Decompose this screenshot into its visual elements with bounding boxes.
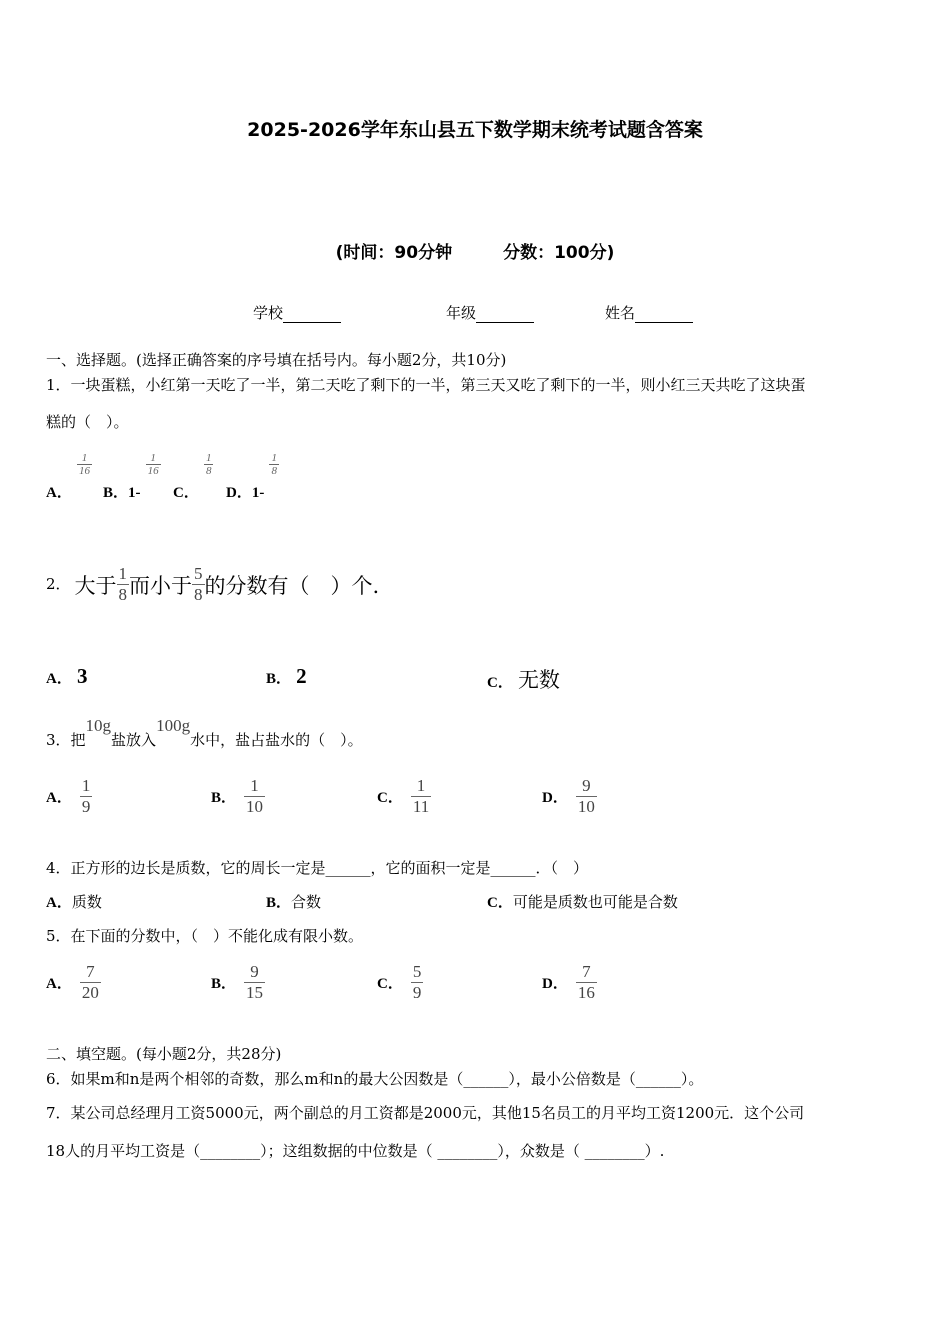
q7-text-line2: 18人的月平均工资是（________）；这组数据的中位数是（ ________），众数是（ ________）.	[46, 1142, 665, 1160]
q3-option-c[interactable]	[377, 776, 431, 817]
option-label: D．	[542, 790, 568, 806]
option-label: B．	[211, 790, 237, 806]
grade-blank[interactable]	[476, 304, 534, 323]
q3-text-c: 水中，盐占盐水的（ ）。	[190, 731, 363, 749]
q5-option-d[interactable]	[542, 962, 597, 1003]
fraction: $\frac{1}{16}$	[78, 452, 90, 477]
q3-text-a: 3．把	[46, 731, 86, 749]
q3-value-water: 100g	[156, 716, 191, 735]
name-field[interactable]	[605, 302, 693, 323]
q4-option-c[interactable]	[487, 895, 678, 911]
option-label: B．	[266, 671, 292, 687]
q6-text: 6．如果m和n是两个相邻的奇数，那么m和n的最大公因数是（______），最小公倍数是（______）。	[46, 1070, 704, 1088]
school-field[interactable]	[253, 302, 341, 323]
option-label: C．	[173, 485, 199, 501]
fraction: $\frac{5}{8}$	[194, 564, 203, 604]
fraction: $\frac{5}{9}$	[412, 962, 422, 1002]
fraction: $\frac{1}{16}$	[147, 452, 159, 477]
fraction: $\frac{9}{15}$	[246, 962, 264, 1002]
option-text: 3	[76, 664, 88, 688]
option-label: A．	[46, 895, 72, 911]
option-label: B．	[103, 485, 129, 501]
option-text: 无数	[517, 668, 560, 692]
option-label: B．	[211, 976, 237, 992]
q1-option-a[interactable]	[46, 452, 92, 501]
option-label: A．	[46, 790, 72, 806]
school-label: 学校	[253, 304, 284, 322]
q5-option-a[interactable]	[46, 962, 101, 1003]
q2-number: 2．	[46, 575, 71, 593]
fraction: $\frac{1}{8}$	[118, 564, 128, 604]
option-label: C．	[487, 675, 513, 691]
grade-field[interactable]	[446, 302, 534, 323]
q1-text-line1: 1．一块蛋糕，小红第一天吃了一半，第二天吃了剩下的一半，第三天又吃了剩下的一半，则小红三天共吃了这块蛋	[46, 376, 806, 394]
option-prefix: 1-	[128, 485, 141, 501]
q7-text-line1: 7．某公司总经理月工资5000元，两个副总的月工资都是2000元，其他15名员工的月平均工资1200元．这个公司	[46, 1104, 805, 1122]
option-label: B．	[266, 895, 292, 911]
q3-text-b: 盐放入	[111, 731, 157, 749]
q5-option-c[interactable]	[377, 962, 423, 1003]
q1-option-d[interactable]	[226, 452, 279, 501]
q1-text-line2: 糕的（ ）。	[46, 413, 129, 431]
q5-text: 5．在下面的分数中，（ ）不能化成有限小数。	[46, 927, 364, 945]
grade-label: 年级	[446, 304, 477, 322]
fraction: $\frac{1}{8}$	[271, 452, 277, 477]
q1-option-c[interactable]	[173, 452, 213, 501]
option-label: C．	[377, 790, 403, 806]
option-label: A．	[46, 485, 72, 501]
q1-option-b[interactable]	[103, 452, 161, 501]
school-blank[interactable]	[283, 304, 341, 323]
option-text: 质数	[71, 893, 102, 911]
option-label: D．	[542, 976, 568, 992]
fraction: $\frac{1}{10}$	[246, 776, 264, 816]
fraction: $\frac{9}{10}$	[577, 776, 595, 816]
fraction: $\frac{1}{9}$	[81, 776, 91, 816]
option-label: C．	[487, 895, 513, 911]
page-title: 2025-2026学年东山县五下数学期末统考试题含答案	[247, 119, 703, 141]
fraction: $\frac{1}{11}$	[412, 776, 430, 816]
option-text: 合数	[291, 893, 322, 911]
q2-text-a: 大于	[74, 573, 117, 598]
q4-option-a[interactable]	[46, 895, 102, 911]
q2-text-c: 的分数有（ ）个.	[204, 573, 380, 598]
q2-text-b: 而小于	[129, 573, 193, 598]
option-label: C．	[377, 976, 403, 992]
q3-option-d[interactable]	[542, 776, 597, 817]
fraction: $\frac{1}{8}$	[205, 452, 212, 477]
q3-option-a[interactable]	[46, 776, 92, 817]
q3-value-salt: 10g	[85, 716, 112, 735]
option-prefix: 1-	[251, 485, 265, 501]
exam-info: (时间：90分钟 分数：100分)	[335, 243, 615, 263]
q5-option-b[interactable]	[211, 962, 265, 1003]
fraction: $\frac{7}{20}$	[81, 962, 99, 1002]
q3-text	[46, 716, 363, 749]
q2-option-a[interactable]	[46, 664, 87, 689]
section2-heading: 二、填空题。(每小题2分，共28分)	[46, 1045, 282, 1063]
option-label: A．	[46, 976, 72, 992]
section1-heading: 一、选择题。(选择正确答案的序号填在括号内。每小题2分，共10分)	[46, 351, 507, 369]
name-blank[interactable]	[635, 304, 693, 323]
option-text: 可能是质数也可能是合数	[512, 893, 678, 911]
name-label: 姓名	[605, 304, 636, 322]
option-label: A．	[46, 671, 72, 687]
q2-option-b[interactable]	[266, 664, 307, 689]
option-label: D．	[226, 485, 252, 501]
option-text: 2	[296, 664, 307, 688]
q2-option-c[interactable]	[487, 664, 560, 694]
q3-option-b[interactable]	[211, 776, 265, 817]
q2-text	[46, 564, 379, 605]
fraction: $\frac{7}{16}$	[577, 962, 595, 1002]
q4-text: 4．正方形的边长是质数，它的周长一定是______，它的面积一定是______．（ ）	[46, 859, 589, 877]
q4-option-b[interactable]	[266, 895, 321, 911]
